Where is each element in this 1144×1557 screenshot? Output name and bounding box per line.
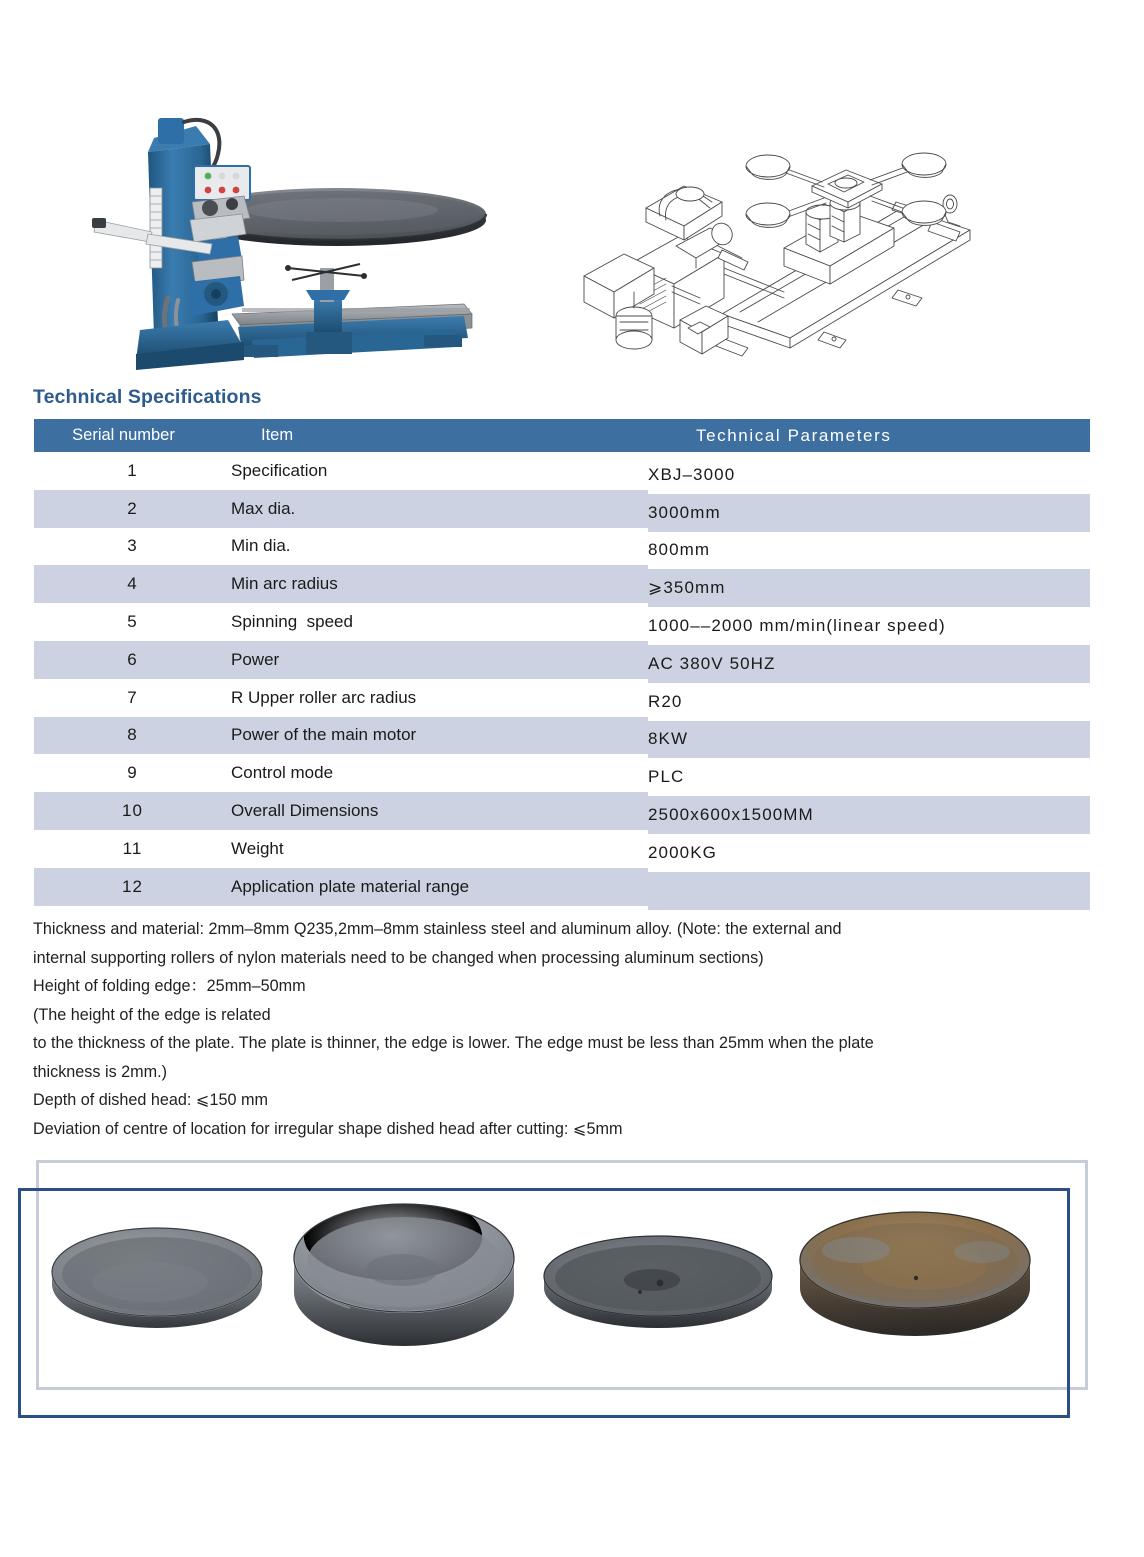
cell-serial-number: 9: [34, 754, 231, 792]
table-row: [34, 565, 1090, 603]
column-header-serial-number: Serial number: [34, 419, 231, 452]
cell-parameter: 800mm: [648, 532, 1090, 570]
cell-parameter: PLC: [648, 758, 1090, 796]
table-row: [34, 830, 1090, 868]
column-header-item: Item: [231, 419, 648, 452]
note-line-2: internal supporting rollers of nylon materials need to be changed when processing aluminum sections): [33, 948, 764, 967]
note-line-5: to the thickness of the plate. The plate is thinner, the edge is lower. The edge must be less than 25mm when the plate: [33, 1034, 874, 1052]
note-line-7: Depth of dished head: ⩽150 mm: [33, 1091, 268, 1109]
cell-item: Min dia.: [231, 528, 648, 566]
hero-image-band: [0, 0, 1144, 382]
table-row: [34, 679, 1090, 717]
table-row: [34, 490, 1090, 528]
cell-parameter: 3000mm: [648, 494, 1090, 532]
table-header-row: [34, 419, 1090, 452]
cell-item: Min arc radius: [231, 565, 648, 603]
cell-serial-number: 3: [34, 528, 231, 566]
table-row: [34, 868, 1090, 906]
cell-parameter: 1000––2000 mm/min(linear speed): [648, 607, 1090, 645]
cell-parameter: R20: [648, 683, 1090, 721]
dished-head-deep-polished: [290, 1196, 518, 1352]
machine-head-column: [92, 118, 250, 344]
table-row: [34, 603, 1090, 641]
dished-head-flat-dark: [540, 1230, 776, 1338]
cell-item: Application plate material range: [231, 868, 648, 906]
cell-item: Power of the main motor: [231, 717, 648, 755]
table-row: [34, 528, 1090, 566]
cell-parameter: 2000KG: [648, 834, 1090, 872]
cell-item: Overall Dimensions: [231, 792, 648, 830]
cell-serial-number: 10: [34, 792, 231, 830]
product-gallery: [18, 1160, 1088, 1418]
cell-parameter: AC 380V 50HZ: [648, 645, 1090, 683]
cell-parameter: 8KW: [648, 721, 1090, 759]
machine-base: [136, 320, 244, 370]
cell-serial-number: 12: [34, 868, 231, 906]
cell-serial-number: 11: [34, 830, 231, 868]
cell-parameter: 2500x600x1500MM: [648, 796, 1090, 834]
dished-head-rusted-bronze: [796, 1204, 1034, 1352]
note-line-6: thickness is 2mm.): [33, 1062, 168, 1081]
cell-serial-number: 2: [34, 490, 231, 528]
table-row: [34, 717, 1090, 755]
column-header-parameters: Technical Parameters: [648, 419, 1090, 452]
cell-serial-number: 4: [34, 565, 231, 603]
cell-serial-number: 6: [34, 641, 231, 679]
table-header: [34, 419, 1090, 452]
cell-serial-number: 8: [34, 717, 231, 755]
note-line-4: (The height of the edge is related: [33, 1005, 271, 1024]
cell-item: R Upper roller arc radius: [231, 679, 648, 717]
note-line-8: Deviation of centre of location for irregular shape dished head after cutting: ⩽5mm: [33, 1119, 623, 1138]
cell-parameter: [648, 872, 1090, 910]
machine-photo: [92, 92, 516, 372]
cell-item: Spinning speed: [231, 603, 648, 641]
specification-notes: [33, 915, 1095, 1143]
cell-serial-number: 5: [34, 603, 231, 641]
cell-parameter: ⩾350mm: [648, 569, 1090, 607]
cell-serial-number: 7: [34, 679, 231, 717]
table-body: [34, 452, 1090, 906]
page-title: Technical Specifications: [33, 386, 262, 408]
cell-item: Control mode: [231, 754, 648, 792]
cell-item: Weight: [231, 830, 648, 868]
technical-specifications-table: [34, 419, 1090, 906]
table-row: [34, 641, 1090, 679]
cell-item: Max dia.: [231, 490, 648, 528]
table-row: [34, 754, 1090, 792]
dished-head-shallow-gray: [46, 1222, 268, 1344]
table-row: [34, 792, 1090, 830]
cell-item: Specification: [231, 452, 648, 490]
table-row: [34, 452, 1090, 490]
note-line-1: Thickness and material: 2mm–8mm Q235,2mm–8mm stainless steel and aluminum alloy. (Note: the external and: [33, 920, 842, 938]
cell-item: Power: [231, 641, 648, 679]
cad-line-drawing: [572, 142, 988, 374]
cell-parameter: XBJ–3000: [648, 456, 1090, 494]
cell-serial-number: 1: [34, 452, 231, 490]
note-line-3: Height of folding edge：25mm–50mm: [33, 977, 306, 995]
